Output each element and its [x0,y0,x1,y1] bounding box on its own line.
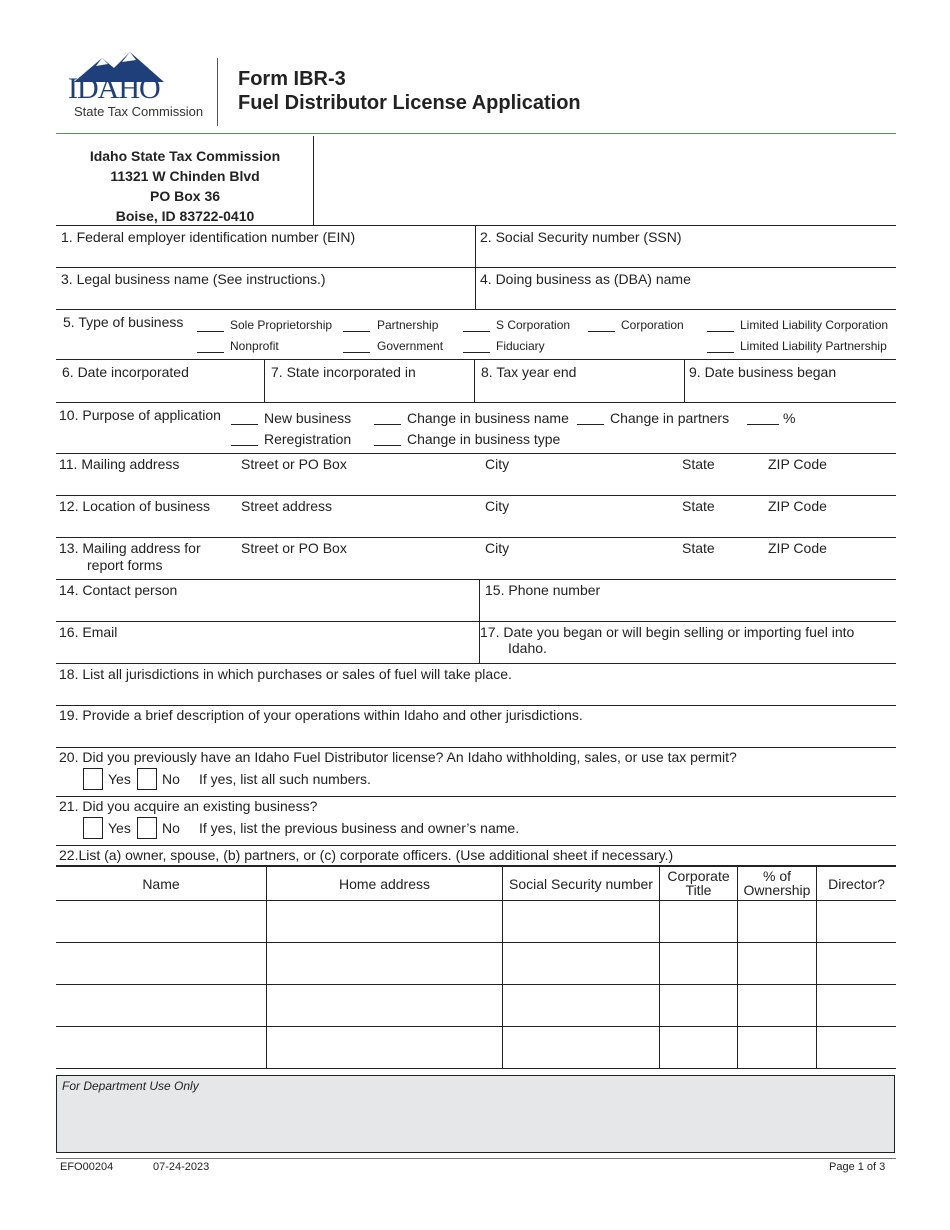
col-header-ownership [738,869,816,897]
col-header-home-address: Home address [338,876,431,892]
address-divider [313,136,314,225]
acquired-business-hint: If yes, list the previous business and owner’s name. [199,820,520,836]
previous-license-hint: If yes, list all such numbers. [199,771,371,787]
field-ssn[interactable] [476,226,896,267]
type-of-business-label: 5. Type of business [63,314,184,330]
footer-rule [56,1158,896,1159]
llc-blank[interactable] [707,331,734,332]
row-line [56,796,896,797]
row-line [56,845,896,846]
officers-table [56,867,896,1069]
llc-label: Limited Liability Corporation [740,318,889,332]
type-change-blank[interactable] [374,445,401,446]
new-business-label: New business [264,410,352,426]
report-street-label: Street or PO Box [241,540,347,556]
llp-blank[interactable] [707,352,734,353]
field-tax-year-end[interactable] [475,360,684,402]
fiduciary-blank[interactable] [463,352,490,353]
table-row[interactable] [56,1027,896,1069]
partnership-label: Partnership [377,318,439,332]
previous-license-yes-label: Yes [108,771,131,787]
mailing-address-label: 11. Mailing address [59,456,180,472]
header-rule [56,133,896,134]
mailing-city-label: City [485,456,510,472]
field-mailing-address[interactable] [56,454,896,495]
reregistration-label: Reregistration [264,431,352,447]
field-fuel-start-date[interactable] [480,622,896,663]
field-report-mailing-address[interactable] [56,538,896,579]
field-date-business-began-label: 9. Date business began [689,364,837,380]
field-date-incorporated[interactable] [56,360,264,402]
nonprofit-blank[interactable] [197,352,224,353]
header-divider [217,58,218,126]
partnership-blank[interactable] [343,331,370,332]
mailing-state-label: State [682,456,715,472]
jurisdictions-label: 18. List all jurisdictions in which purchases or sales of fuel will take place. [59,666,512,682]
address-line-2: 11321 W Chinden Blvd [110,168,260,184]
contact-person-label: 14. Contact person [59,582,178,598]
previous-license-yes-checkbox[interactable] [83,768,103,790]
field-business-location[interactable] [56,496,896,537]
field-operations-description[interactable] [56,706,896,747]
logo-subtitle: State Tax Commission [74,104,204,119]
field-ssn-label: 2. Social Security number (SSN) [480,229,682,245]
location-street-label: Street address [241,498,333,514]
percent-blank[interactable] [747,424,779,425]
field-email[interactable] [56,622,479,663]
phone-label: 15. Phone number [485,582,601,598]
mailing-address-block [56,146,314,226]
form-title: Fuel Distributor License Application [238,92,581,114]
corporate-title-line1: Corporate [667,868,730,884]
operations-label: 19. Provide a brief description of your operations within Idaho and other jurisdictions. [59,707,583,723]
corporate-title-line2: Title [685,882,712,898]
fuel-start-date-label-1: 17. Date you began or will begin selling or importing fuel into [480,624,855,640]
field-legal-name-label: 3. Legal business name (See instructions.) [61,271,326,287]
previous-license-no-checkbox[interactable] [137,768,157,790]
department-use-label: For Department Use Only [62,1079,199,1093]
business-location-label: 12. Location of business [59,498,210,514]
report-city-label: City [485,540,510,556]
field-date-incorporated-label: 6. Date incorporated [62,364,189,380]
field-date-business-began[interactable] [685,360,896,402]
field-dba-label: 4. Doing business as (DBA) name [480,271,691,287]
row-line [56,747,896,748]
type-change-label: Change in business type [407,431,561,447]
address-line-1: Idaho State Tax Commission [89,148,281,164]
footer-form-code: EFO00204 [60,1161,114,1173]
name-change-blank[interactable] [374,424,401,425]
col-header-corporate-title [660,869,737,897]
department-use-box [56,1075,895,1153]
purpose-label: 10. Purpose of application [59,407,221,423]
partners-change-blank[interactable] [577,424,604,425]
row-line [56,309,896,310]
report-address-label-1: 13. Mailing address for [59,540,201,556]
location-state-label: State [682,498,715,514]
field-phone[interactable] [480,580,896,621]
location-city-label: City [485,498,510,514]
previous-license-question: 20. Did you previously have an Idaho Fuel Distributor license? An Idaho withholding, sales, or use tax permit? [59,749,737,765]
government-blank[interactable] [343,352,370,353]
col-header-director: Director? [828,876,885,892]
mailing-street-label: Street or PO Box [241,456,347,472]
report-zip-label: ZIP Code [768,540,827,556]
sole-proprietorship-label: Sole Proprietorship [230,318,333,332]
table-row[interactable] [56,943,896,985]
field-legal-name[interactable] [56,268,475,309]
field-dba[interactable] [476,268,896,309]
mailing-zip-label: ZIP Code [768,456,827,472]
s-corporation-label: S Corporation [496,318,571,332]
form-id: Form IBR-3 [238,68,346,90]
address-line-3: PO Box 36 [149,188,221,204]
field-contact-person[interactable] [56,580,479,621]
government-label: Government [377,339,444,353]
name-change-label: Change in business name [407,410,569,426]
acquired-business-no-checkbox[interactable] [137,817,157,839]
field-state-incorporated[interactable] [265,360,474,402]
field-tax-year-end-label: 8. Tax year end [481,364,577,380]
corporation-label: Corporation [621,318,684,332]
percent-sign: % [783,410,796,426]
acquired-business-yes-checkbox[interactable] [83,817,103,839]
logo [62,50,214,122]
ownership-line1: % of [762,868,791,884]
field-jurisdictions[interactable] [56,664,896,705]
report-address-label-2: report forms [87,557,163,573]
col-header-ssn: Social Security number [509,876,653,892]
field-state-incorporated-label: 7. State incorporated in [271,364,416,380]
sole-proprietorship-blank[interactable] [197,331,224,332]
reregistration-blank[interactable] [231,445,258,446]
email-label: 16. Email [59,624,118,640]
corporation-blank[interactable] [588,331,615,332]
llp-label: Limited Liability Partnership [740,339,887,353]
acquired-business-no-label: No [162,820,180,836]
table-row[interactable] [56,901,896,943]
ownership-line2: Ownership [743,882,811,898]
row-line [56,402,896,403]
s-corporation-blank[interactable] [463,331,490,332]
acquired-business-yes-label: Yes [108,820,131,836]
fiduciary-label: Fiduciary [496,339,545,353]
new-business-blank[interactable] [231,424,258,425]
previous-license-no-label: No [162,771,180,787]
footer-page-number: Page 1 of 3 [829,1161,886,1173]
nonprofit-label: Nonprofit [230,339,279,353]
table-row[interactable] [56,985,896,1027]
report-state-label: State [682,540,715,556]
address-line-4: Boise, ID 83722-0410 [115,208,255,224]
footer-revision-date: 07-24-2023 [153,1161,210,1173]
col-header-name: Name [142,876,180,892]
acquired-business-question: 21. Did you acquire an existing business? [59,798,318,814]
logo-word: IDAHO [68,72,160,105]
location-zip-label: ZIP Code [768,498,827,514]
partners-change-label: Change in partners [610,410,730,426]
officers-instruction: 22.List (a) owner, spouse, (b) partners, or (c) corporate officers. (Use additional sheet if necessary.) [59,847,674,863]
fuel-start-date-label-2: Idaho. [508,640,547,656]
field-ein[interactable] [56,226,475,267]
field-ein-label: 1. Federal employer identification number (EIN) [61,229,356,245]
